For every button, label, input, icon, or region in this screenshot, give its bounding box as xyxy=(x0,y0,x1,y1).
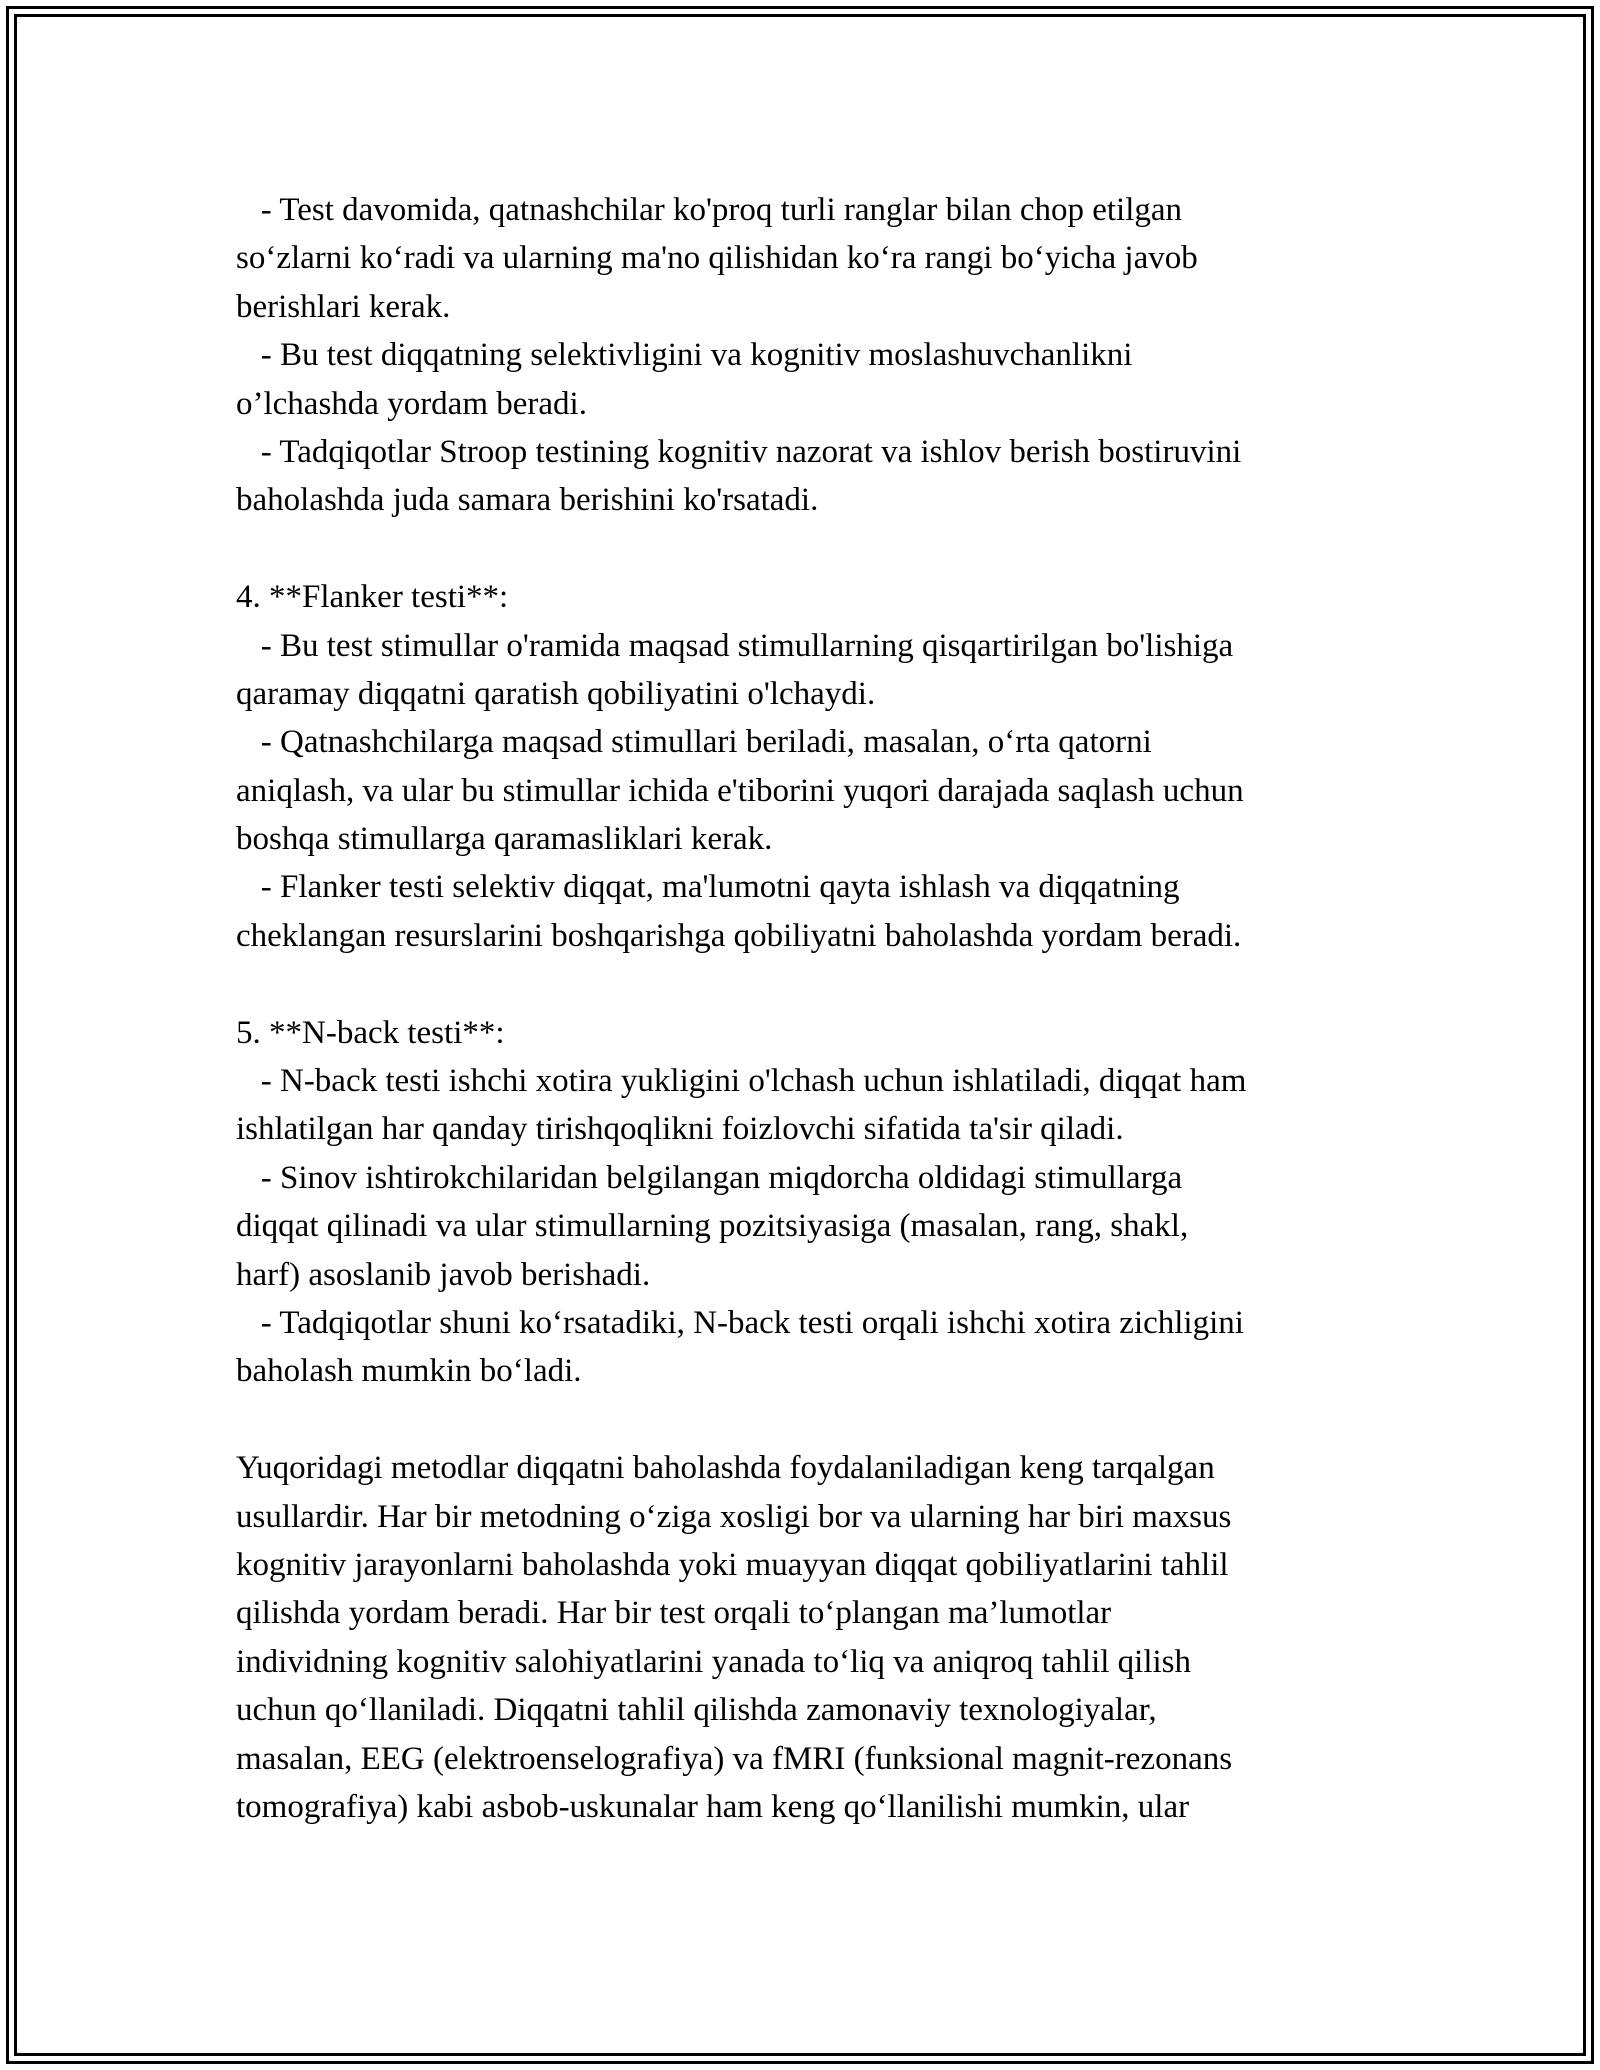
text-line: - Test davomida, qatnashchilar ko'proq turli ranglar bilan chop etilgan xyxy=(236,192,1183,228)
blank-line xyxy=(236,1396,1386,1444)
text-line: tomografiya) kabi asbob-uskunalar ham keng qo‘llanilishi mumkin, ular xyxy=(236,1788,1190,1825)
text-line: - Flanker testi selektiv diqqat, ma'lumotni qayta ishlash va diqqatning xyxy=(236,869,1180,906)
text-line: harf) asoslanib javob berishadi. xyxy=(236,1256,651,1293)
text-line: individning kognitiv salohiyatlarini yanada to‘liq va aniqroq tahlil qilish xyxy=(236,1643,1192,1680)
section-heading-nback: 5. **N-back testi**: xyxy=(236,1014,505,1051)
text-line: baholashda juda samara berishini ko'rsatadi. xyxy=(236,482,819,519)
text-line: ishlatilgan har qanday tirishqoqlikni foizlovchi sifatida ta'sir qiladi. xyxy=(236,1111,1124,1148)
text-line: masalan, EEG (elektroenselografiya) va fMRI (funksional magnit-rezonans xyxy=(236,1740,1233,1777)
blank-line xyxy=(236,960,1386,1008)
text-line: baholash mumkin bo‘ladi. xyxy=(236,1353,582,1390)
text-line: - Bu test stimullar o'ramida maqsad stimullarning qisqartirilgan bo'lishiga xyxy=(236,627,1234,664)
text-line: - Sinov ishtirokchilaridan belgilangan miqdorcha oldidagi stimullarga xyxy=(236,1159,1183,1196)
text-line: o’lchashda yordam beradi. xyxy=(236,385,587,422)
text-line: - Qatnashchilarga maqsad stimullari beriladi, masalan, o‘rta qatorni xyxy=(236,724,1152,761)
text-line: diqqat qilinadi va ular stimullarning pozitsiyasiga (masalan, rang, shakl, xyxy=(236,1208,1189,1245)
text-line: uchun qo‘llaniladi. Diqqatni tahlil qilishda zamonaviy texnologiyalar, xyxy=(236,1692,1157,1729)
text-line: cheklangan resurslarini boshqarishga qobiliyatni baholashda yordam beradi. xyxy=(236,917,1242,954)
text-line: usullardir. Har bir metodning o‘ziga xosligi bor va ularning har biri maxsus xyxy=(236,1498,1232,1535)
text-line: - Bu test diqqatning selektivligini va kognitiv moslashuvchanlikni xyxy=(236,337,1133,374)
text-line: aniqlash, va ular bu stimullar ichida e'tiborini yuqori darajada saqlash uchun xyxy=(236,772,1244,809)
text-line: Yuqoridagi metodlar diqqatni baholashda foydalaniladigan keng tarqalgan xyxy=(236,1450,1215,1487)
document-body xyxy=(236,186,1386,1831)
text-line: qilishda yordam beradi. Har bir test orqali to‘plangan ma’lumotlar xyxy=(236,1595,1112,1632)
text-line: so‘zlarni ko‘radi va ularning ma'no qilishidan ko‘ra rangi bo‘yicha javob xyxy=(236,240,1198,277)
text-line: - Tadqiqotlar Stroop testining kognitiv nazorat va ishlov berish bostiruvini xyxy=(236,433,1242,470)
text-line: - Tadqiqotlar shuni ko‘rsatadiki, N-back testi orqali ishchi xotira zichligini xyxy=(236,1304,1244,1341)
text-line: boshqa stimullarga qaramasliklari kerak. xyxy=(236,821,773,858)
text-line: - N-back testi ishchi xotira yukligini o'lchash uchun ishlatiladi, diqqat ham xyxy=(236,1063,1247,1100)
text-line: berishlari kerak. xyxy=(236,288,451,325)
text-line: qaramay diqqatni qaratish qobiliyatini o'lchaydi. xyxy=(236,675,876,712)
section-heading-flanker: 4. **Flanker testi**: xyxy=(236,579,509,616)
blank-line xyxy=(236,525,1386,573)
text-line: kognitiv jarayonlarni baholashda yoki muayyan diqqat qobiliyatlarini tahlil xyxy=(236,1546,1229,1583)
